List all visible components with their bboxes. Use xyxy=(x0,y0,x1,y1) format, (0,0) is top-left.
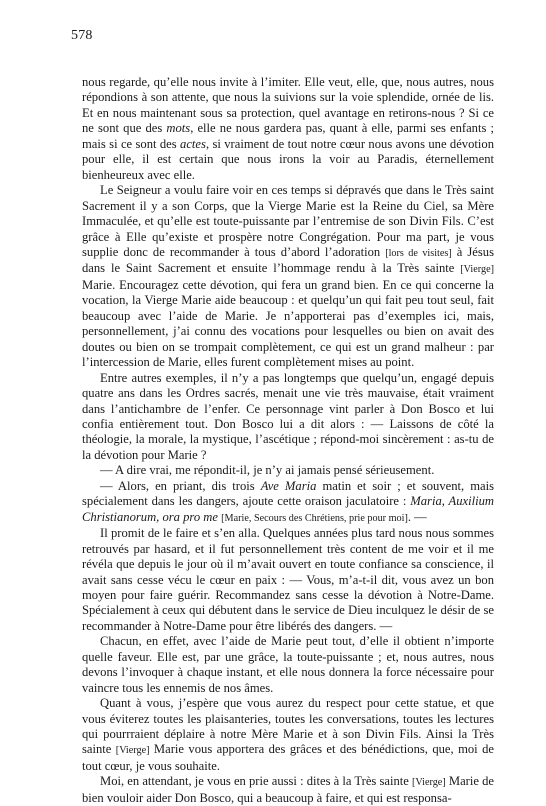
editorial-note: [Vierge] xyxy=(460,264,494,276)
text-run: Marie. Encouragez cette dévotion, qui fera un grand bien. En ce qui concerne la vocation, la Vierge Marie aide beaucoup : et quelqu’un qui fait peu tout seul, fait beaucoup avec l’aide de Marie. Je n’apporterai pas d’exemples ici, mais, personnellement, j’ai connu des vocations pour lesquelles ou bien on avait des doutes ou bien on se trompait complètement, ce qui est un grand malheur : par l’intercession de Marie, elles furent complètement mises au point. xyxy=(82,277,494,370)
text-run: , elle ne nous gardera pas, quant à elle, parmi ses enfants ; mais si ce sont des xyxy=(82,121,494,151)
paragraph xyxy=(82,696,494,774)
italic-text: actes xyxy=(180,136,206,151)
text-run: à Jésus dans le Saint Sacrement et ensuite l’hommage rendu à la Très sainte xyxy=(82,244,494,276)
paragraph xyxy=(82,634,494,696)
text-run: Marie vous apportera des grâces et des bénédictions, que, moi de tout cœur, je vous souhaite. xyxy=(82,742,494,773)
paragraph xyxy=(82,774,494,806)
paragraph xyxy=(82,75,494,183)
text-run: Chacun, en effet, avec l’aide de Marie peut tout, d’elle il obtient n’importe quelle faveur. Elle est, par une grâce, la toute-puissante ; et, nous autres, nous devons l’invoquer à chaque instant, et elle nous donnera la force nécessaire pour vaincre tous les ennemis de nos âmes. xyxy=(82,634,494,695)
italic-text: mots xyxy=(166,121,191,136)
text-run: Marie de bien vouloir aider Don Bosco, qui a beaucoup à faire, et qui est responsa- xyxy=(82,774,494,805)
paragraph xyxy=(82,479,494,526)
paragraph xyxy=(82,371,494,464)
text-run: — A dire vrai, me répondit-il, je n’y ai jamais pensé sérieusement. xyxy=(100,463,435,478)
text-run: Entre autres exemples, il n’y a pas longtemps que quelqu’un, engagé depuis quatre ans dans les Ordres sacrés, menait une vie très mauvaise, était vraiment dans l’antichambre de l’enfer. Ce personnage vint parler à Don Bosco et lui confia entièrement tout. Don Bosco lui a dit alors : — Laissons de côté la théologie, la morale, la mystique, l’ascétique ; répond-moi sincèrement : as-tu de la dévotion pour Marie ? xyxy=(82,370,494,462)
page-number: 578 xyxy=(71,28,93,43)
text-run: nous regarde, qu’elle nous invite à l’imiter. Elle veut, elle, que, nous autres, nous répondions à son attente, que nous la suivions sur la voie splendide, ornée de lis. Et en nous maintenant sous sa protection, quel avantage en retirons-nous ? Si ce ne sont que des xyxy=(82,75,494,136)
paragraph xyxy=(82,526,494,634)
text-run: Il promit de le faire et s’en alla. Quelques années plus tard nous nous sommes retrouvés par hasard, et il fut personnellement très content de me voir et il me révéla que depuis le jour où il m’avait ouvert en toute confiance sa conscience, il avait sans cesse vécu le cœur en paix : — Vous, m’a-t-il dit, vous avez un bon moyen pour faire guérir. Recommandez sans cesse la dévotion à Notre-Dame. Spécialement à ceux qui débutent dans le service de Dieu inculquez le désir de se recommander à Notre-Dame pour être libérés des dangers. — xyxy=(82,526,494,633)
italic-text: Ave Maria xyxy=(260,478,317,493)
paragraph xyxy=(82,463,494,478)
text-run: Quant à vous, j’espère que vous aurez du respect pour cette statue, et que vous éviterez toutes les plaisanteries, toutes les conversations, toutes les lectures qui pourrraient déplaire à notre Mère Marie et à son Divin Fils. Ainsi la Très sainte xyxy=(82,696,494,757)
editorial-note: [Vierge] xyxy=(115,745,150,757)
paragraph xyxy=(82,183,494,370)
text-run: matin et soir ; et souvent, mais spécialement dans les dangers, ajoute cette oraison jaculatoire : xyxy=(82,478,494,509)
text-run: . — xyxy=(407,509,427,524)
editorial-note: [Vierge] xyxy=(412,777,446,789)
italic-text: Maria, Auxilium Christianorum, ora pro me xyxy=(82,494,494,524)
text-run: , si vraiment de tout notre cœur nous avons une dévotion pour elle, il est certain que nous irons la voir au Paradis, éternellement bienheureux avec elle. xyxy=(82,136,494,182)
text-run: Moi, en attendant, je vous en prie aussi : dites à la Très sainte xyxy=(100,774,413,789)
body-text xyxy=(82,75,494,806)
text-run: — Alors, en priant, dis trois xyxy=(100,478,261,493)
text-run: Le Seigneur a voulu faire voir en ces temps si dépravés que dans le Très saint Sacrement il y a son Corps, que la Vierge Marie est la Reine du Ciel, sa Mère Immaculée, et qu’elle est toute-puissante par l’entremise de son Divin Fils. C’est grâce à Elle qu’existe et prospère notre Congrégation. Pour ma part, je vous supplie donc de recommander à tous d’abord l’adoration xyxy=(82,183,494,259)
editorial-note: [lors de visites] xyxy=(385,247,452,259)
editorial-note: [Marie, Secours des Chrétiens, prie pour moi] xyxy=(221,512,408,524)
